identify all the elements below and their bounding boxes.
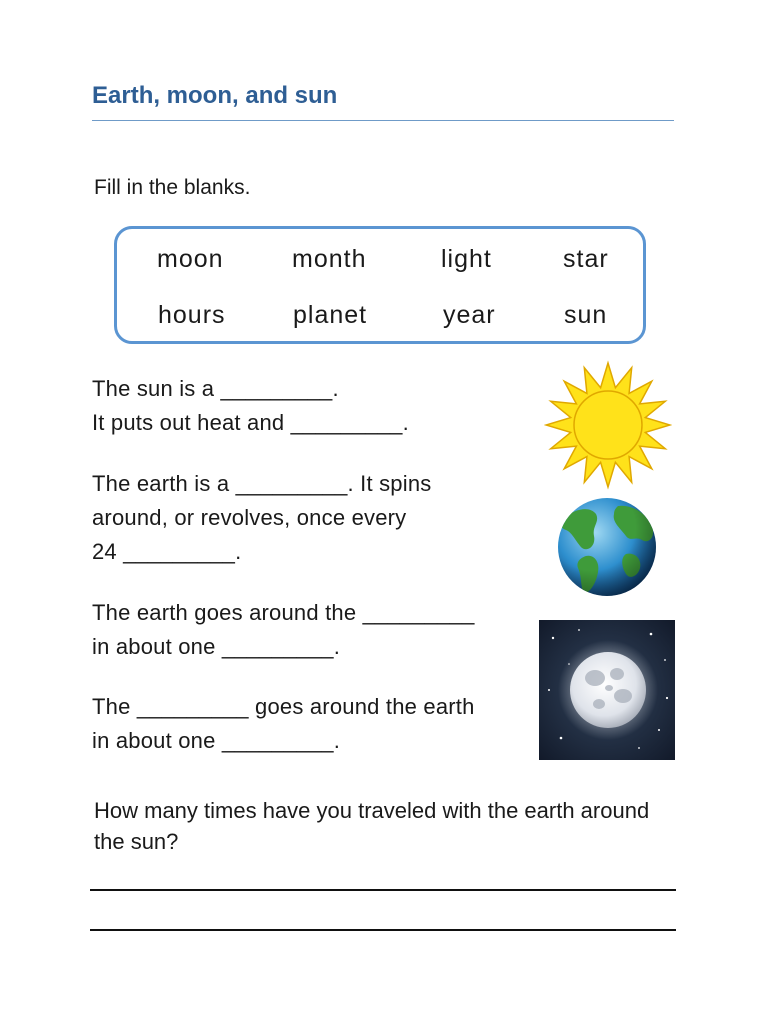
final-question: How many times have you traveled with the earth around the sun? — [94, 798, 650, 854]
question-1-line-1: The sun is a _________. — [92, 376, 339, 401]
question-2-line-3: 24 _________. — [92, 539, 242, 564]
question-3-line-1: The earth goes around the _________ — [92, 600, 475, 625]
word-bank-item: planet — [293, 301, 368, 329]
question-1-line-2: It puts out heat and _________. — [92, 410, 409, 435]
title-divider — [92, 120, 674, 121]
answer-line[interactable] — [90, 929, 676, 931]
word-bank-item: month — [292, 245, 367, 273]
moon-icon — [539, 620, 675, 760]
question-2-line-2: around, or revolves, once every — [92, 505, 407, 530]
word-bank-item: star — [563, 245, 609, 273]
word-bank-item: sun — [564, 301, 608, 329]
question-2-line-1: The earth is a _________. It spins — [92, 471, 432, 496]
word-bank-item: hours — [158, 301, 226, 329]
earth-icon — [556, 496, 658, 598]
word-bank-item: year — [443, 301, 496, 329]
question-4-line-2: in about one _________. — [92, 728, 341, 753]
word-bank-item: moon — [157, 245, 224, 273]
word-bank-box — [114, 226, 646, 344]
answer-line[interactable] — [90, 889, 676, 891]
sun-icon — [544, 360, 672, 490]
question-3-line-2: in about one _________. — [92, 634, 341, 659]
page-title: Earth, moon, and sun — [92, 82, 338, 109]
instructions: Fill in the blanks. — [94, 176, 251, 199]
word-bank-item: light — [441, 245, 492, 273]
question-4-line-1: The _________ goes around the earth — [92, 694, 475, 719]
